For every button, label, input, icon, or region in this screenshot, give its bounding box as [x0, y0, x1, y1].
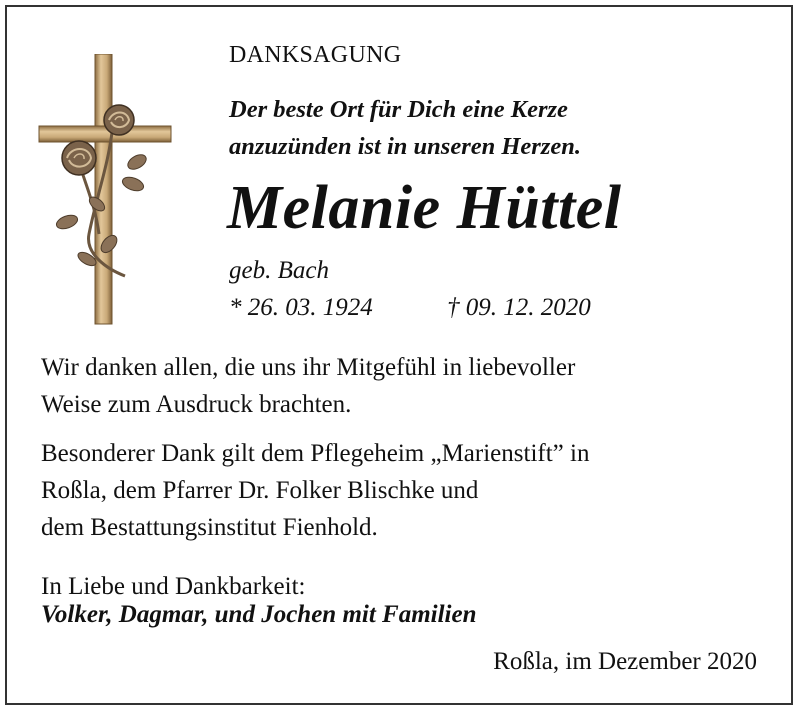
thanks-line: Weise zum Ausdruck brachten.: [41, 391, 352, 418]
cross-with-roses-icon: [37, 54, 177, 326]
thanks-paragraph-2: [41, 435, 589, 546]
rose-upper: [104, 105, 134, 135]
notice-heading: DANKSAGUNG: [229, 42, 402, 68]
motto-line-1: Der beste Ort für Dich eine Kerze: [229, 96, 568, 123]
place-and-date: Roßla, im Dezember 2020: [493, 648, 757, 675]
birth-name: geb. Bach: [229, 257, 329, 284]
death-date: † 09. 12. 2020: [447, 294, 591, 321]
obituary-card: [5, 5, 793, 705]
birth-date: * 26. 03. 1924: [229, 294, 373, 321]
deceased-name: Melanie Hüttel: [227, 174, 622, 242]
thanks-line: Besonderer Dank gilt dem Pflegeheim „Marienstift” in: [41, 440, 590, 467]
motto-line-2: anzuzünden ist in unseren Herzen.: [229, 133, 581, 160]
life-dates: [229, 294, 591, 322]
rose-lower: [62, 141, 96, 175]
closing-phrase: In Liebe und Dankbarkeit:: [41, 573, 306, 600]
family-signature: Volker, Dagmar, und Jochen mit Familien: [41, 601, 477, 628]
motto-quote: [229, 91, 581, 165]
thanks-paragraph-1: [41, 349, 575, 423]
thanks-line: Roßla, dem Pfarrer Dr. Folker Blischke und: [41, 477, 479, 504]
thanks-line: dem Bestattungsinstitut Fienhold.: [41, 514, 378, 541]
thanks-line: Wir danken allen, die uns ihr Mitgefühl in liebevoller: [41, 354, 576, 381]
